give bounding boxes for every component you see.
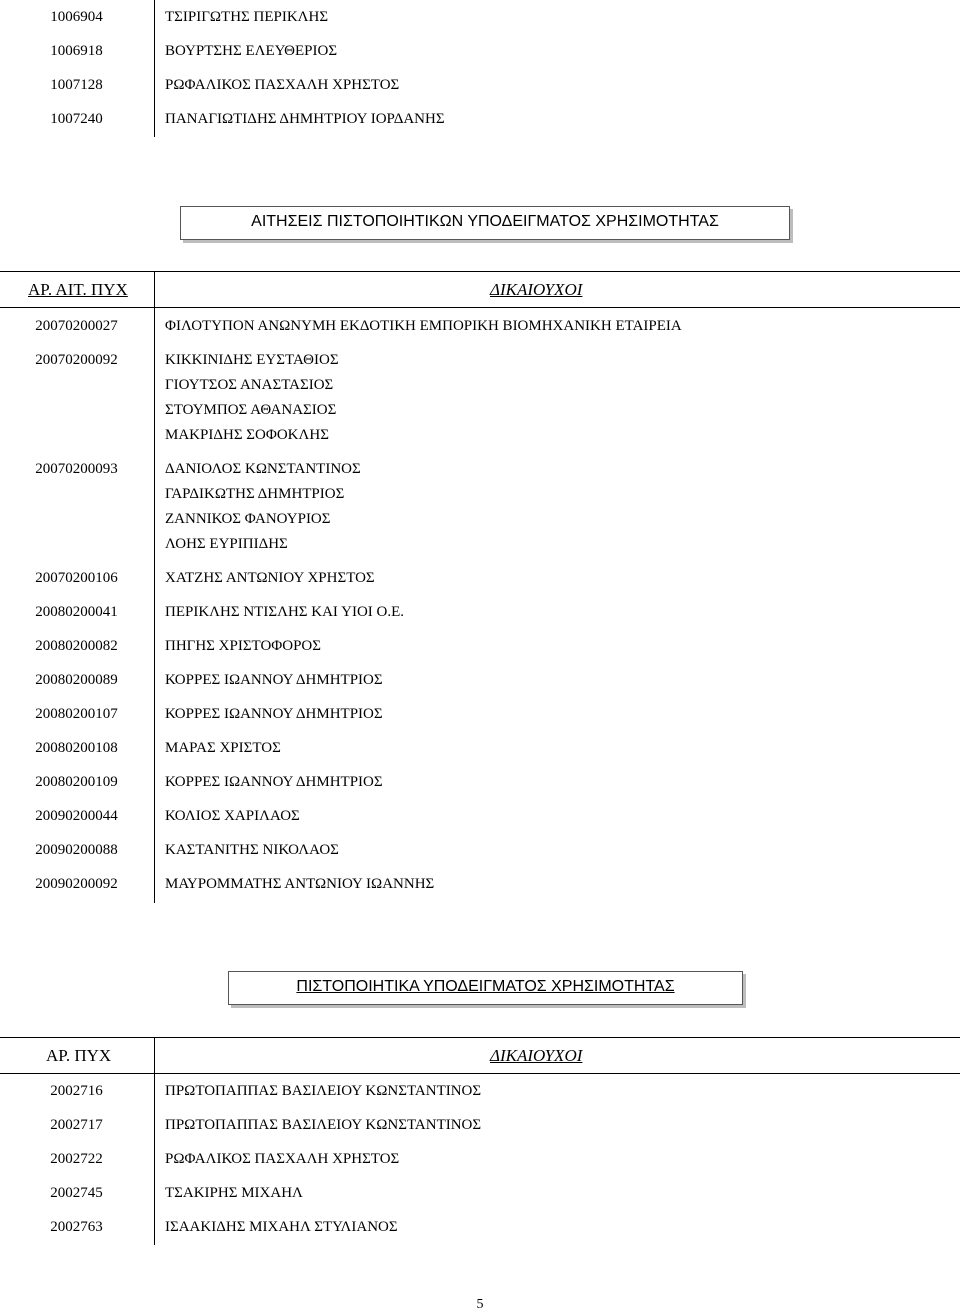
section2-col-id-header: ΑΡ. ΠΥΧ: [46, 1046, 112, 1065]
table-row-name: ΚΙΚΚΙΝΙΔΗΣ ΕΥΣΤΑΘΙΟΣ: [165, 352, 339, 368]
table-row-id: 20090200092: [35, 876, 118, 892]
table-row-name: ΠΡΩΤΟΠΑΠΠΑΣ ΒΑΣΙΛΕΙΟΥ ΚΩΝΣΤΑΝΤΙΝΟΣ: [165, 1083, 482, 1099]
section2-title: ΠΙΣΤΟΠΟΙΗΤΙΚΑ ΥΠΟΔΕΙΓΜΑΤΟΣ ΧΡΗΣΙΜΟΤΗΤΑΣ: [296, 978, 675, 995]
section2-header-top-rule: [0, 1037, 960, 1038]
section2-col-name-header: ΔΙΚΑΙΟΥΧΟΙ: [490, 1046, 583, 1065]
table-row-name: ΚΑΣΤΑΝΙΤΗΣ ΝΙΚΟΛΑΟΣ: [165, 842, 339, 858]
table-row-name: ΛΟΗΣ ΕΥΡΙΠΙΔΗΣ: [165, 536, 288, 552]
table-row-id: 2002722: [50, 1151, 103, 1167]
table-row-id: 20090200088: [35, 842, 118, 858]
page-number: 5: [476, 1297, 484, 1312]
section1-table-divider: [154, 271, 155, 903]
table-row-name: ΠΑΝΑΓΙΩΤΙΔΗΣ ΔΗΜΗΤΡΙΟΥ ΙΟΡΔΑΝΗΣ: [165, 111, 445, 127]
section1-header-top-rule: [0, 271, 960, 272]
table-row-name: ΤΣΑΚΙΡΗΣ ΜΙΧΑΗΛ: [165, 1185, 303, 1201]
table-row-id: 20080200041: [35, 604, 118, 620]
table-row-name: ΜΑΡΑΣ ΧΡΙΣΤΟΣ: [165, 740, 281, 756]
table-row-id: 20070200106: [35, 570, 118, 586]
table-row-name: ΓΑΡΔΙΚΩΤΗΣ ΔΗΜΗΤΡΙΟΣ: [165, 486, 345, 502]
table-row-id: 20080200108: [35, 740, 118, 756]
section1-col-id-header: ΑΡ. ΑΙΤ. ΠΥΧ: [28, 280, 128, 299]
table-row-name: ΓΙΟΥΤΣΟΣ ΑΝΑΣΤΑΣΙΟΣ: [165, 377, 334, 393]
table-row-id: 20070200027: [35, 318, 118, 334]
table-row-name: ΚΟΡΡΕΣ ΙΩΑΝΝΟΥ ΔΗΜΗΤΡΙΟΣ: [165, 774, 383, 790]
table-row-id: 20090200044: [35, 808, 118, 824]
section1-col-name-header: ΔΙΚΑΙΟΥΧΟΙ: [490, 280, 583, 299]
table-row-name: ΚΟΡΡΕΣ ΙΩΑΝΝΟΥ ΔΗΜΗΤΡΙΟΣ: [165, 672, 383, 688]
table-row-name: ΚΟΡΡΕΣ ΙΩΑΝΝΟΥ ΔΗΜΗΤΡΙΟΣ: [165, 706, 383, 722]
table-row-id: 20070200093: [35, 461, 118, 477]
table-row-id: 20080200107: [35, 706, 118, 722]
table-row-id: 2002717: [50, 1117, 103, 1133]
table-row-name: ΣΤΟΥΜΠΟΣ ΑΘΑΝΑΣΙΟΣ: [165, 402, 337, 418]
table-row-id: 2002716: [50, 1083, 103, 1099]
table-row-id: 20080200109: [35, 774, 118, 790]
table-row-name: ΚΟΛΙΟΣ ΧΑΡΙΛΑΟΣ: [165, 808, 300, 824]
table-row-id: 1007128: [50, 77, 103, 93]
table-row-id: 2002745: [50, 1185, 103, 1201]
table-row-id: 20070200092: [35, 352, 118, 368]
table-row-name: ΙΣΑΑΚΙΔΗΣ ΜΙΧΑΗΛ ΣΤΥΛΙΑΝΟΣ: [165, 1219, 398, 1235]
table-row-name: ΒΟΥΡΤΣΗΣ ΕΛΕΥΘΕΡΙΟΣ: [165, 43, 338, 59]
table-row-name: ΦΙΛΟΤΥΠΟΝ ΑΝΩΝΥΜΗ ΕΚΔΟΤΙΚΗ ΕΜΠΟΡΙΚΗ ΒΙΟΜΗΧΑΝΙΚΗ ΕΤΑΙΡΕΙΑ: [165, 318, 682, 334]
table-row-name: ΖΑΝΝΙΚΟΣ ΦΑΝΟΥΡΙΟΣ: [165, 511, 331, 527]
table-row-id: 2002763: [50, 1219, 103, 1235]
table-row-name: ΤΣΙΡΙΓΩΤΗΣ ΠΕΡΙΚΛΗΣ: [165, 9, 329, 25]
table-row-id: 20080200082: [35, 638, 118, 654]
table-row-name: ΡΩΦΑΛΙΚΟΣ ΠΑΣΧΑΛΗ ΧΡΗΣΤΟΣ: [165, 77, 400, 93]
table-row-id: 1007240: [50, 111, 103, 127]
table-row-name: ΜΑΚΡΙΔΗΣ ΣΟΦΟΚΛΗΣ: [165, 427, 329, 443]
section1-header-bottom-rule: [0, 307, 960, 308]
table-row-name: ΔΑΝΙΟΛΟΣ ΚΩΝΣΤΑΝΤΙΝΟΣ: [165, 461, 361, 477]
section2-title-banner: [228, 971, 743, 1005]
table-row-name: ΧΑΤΖΗΣ ΑΝΤΩΝΙΟΥ ΧΡΗΣΤΟΣ: [165, 570, 375, 586]
table-row-name: ΠΡΩΤΟΠΑΠΠΑΣ ΒΑΣΙΛΕΙΟΥ ΚΩΝΣΤΑΝΤΙΝΟΣ: [165, 1117, 482, 1133]
section2-header-bottom-rule: [0, 1073, 960, 1074]
section1-title: ΑΙΤΗΣΕΙΣ ΠΙΣΤΟΠΟΙΗΤΙΚΩΝ ΥΠΟΔΕΙΓΜΑΤΟΣ ΧΡΗΣΙΜΟΤΗΤΑΣ: [251, 213, 719, 230]
table-row-id: 1006918: [50, 43, 103, 59]
table-row-name: ΠΕΡΙΚΛΗΣ ΝΤΙΣΛΗΣ ΚΑΙ ΥΙΟΙ Ο.Ε.: [165, 604, 405, 620]
section2-table-divider: [154, 1037, 155, 1245]
table-row-id: 1006904: [50, 9, 103, 25]
table-row-name: ΜΑΥΡΟΜΜΑΤΗΣ ΑΝΤΩΝΙΟΥ ΙΩΑΝΝΗΣ: [165, 876, 435, 892]
table-row-id: 20080200089: [35, 672, 118, 688]
top-table-divider: [154, 0, 155, 137]
table-row-name: ΡΩΦΑΛΙΚΟΣ ΠΑΣΧΑΛΗ ΧΡΗΣΤΟΣ: [165, 1151, 400, 1167]
table-row-name: ΠΗΓΗΣ ΧΡΙΣΤΟΦΟΡΟΣ: [165, 638, 321, 654]
section1-title-banner: [180, 206, 790, 240]
